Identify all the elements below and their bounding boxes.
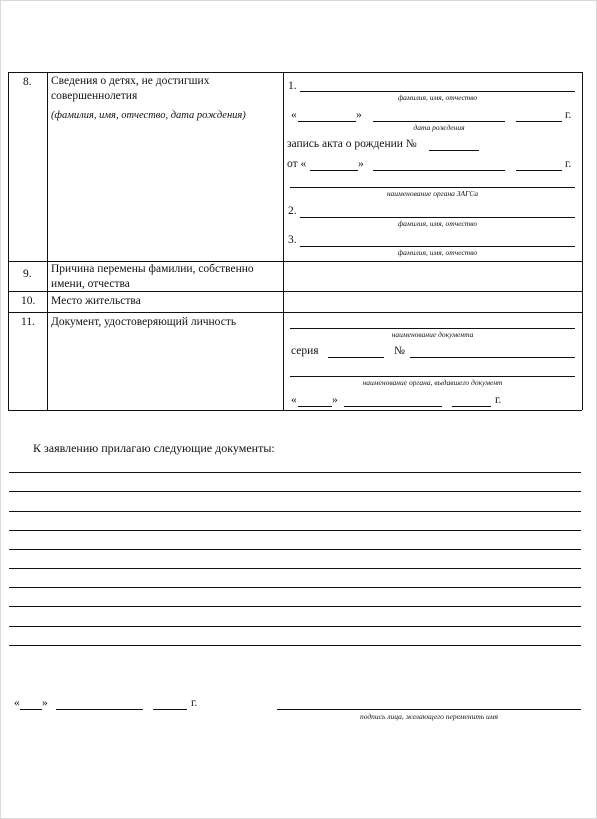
child-name-line — [300, 246, 575, 247]
table-row-divider — [8, 312, 582, 313]
sign-month-line — [56, 709, 143, 710]
child-number: 3. — [288, 234, 297, 246]
attachment-line — [9, 568, 581, 569]
quote-open: « — [291, 109, 297, 121]
record-label: запись акта о рождении № — [287, 138, 417, 150]
quote-close: » — [356, 109, 362, 121]
field-caption: наименование документа — [391, 330, 474, 339]
row-number: 8. — [23, 76, 32, 88]
child-number: 1. — [288, 80, 297, 92]
birth-day-line — [298, 121, 356, 122]
sign-year-line — [153, 709, 187, 710]
attachment-line — [9, 511, 581, 512]
row-label: Место жительства — [51, 295, 141, 307]
issuer-name-line — [290, 376, 575, 377]
year-mark: г. — [565, 109, 572, 121]
attachment-line — [9, 491, 581, 492]
row-label: Документ, удостоверяющий личность — [51, 316, 237, 328]
field-caption: фамилия, имя, отчество — [397, 248, 478, 257]
attachment-line — [9, 645, 581, 646]
attachment-line — [9, 472, 581, 473]
quote-open: « — [291, 394, 297, 406]
year-mark: г. — [191, 697, 198, 709]
attachments-title: К заявлению прилагаю следующие документы: — [33, 441, 275, 455]
record-month-line — [373, 170, 505, 171]
quote-open: « — [14, 697, 20, 709]
field-caption: дата рождения — [413, 123, 465, 132]
row-label: Сведения о детях, не достигших совершеннолетия — [51, 75, 210, 102]
record-year-line — [516, 170, 562, 171]
document-number-line — [410, 357, 575, 358]
attachment-line — [9, 626, 581, 627]
birth-month-line — [373, 121, 505, 122]
table-border-left — [8, 72, 9, 410]
child-number: 2. — [288, 205, 297, 217]
child-name-line — [300, 91, 575, 92]
number-label: № — [394, 345, 405, 357]
signature-line — [277, 709, 581, 710]
field-caption: фамилия, имя, отчество — [397, 93, 478, 102]
row-label: Причина перемены фамилии, собственно имени, отчества — [51, 263, 254, 290]
record-number-line — [429, 150, 479, 151]
row-hint: (фамилия, имя, отчество, дата рождения) — [51, 110, 246, 121]
table-border-bottom — [8, 410, 582, 411]
record-day-line — [310, 170, 358, 171]
field-caption: фамилия, имя, отчество — [397, 219, 478, 228]
series-line — [328, 357, 384, 358]
issue-year-line — [452, 406, 491, 407]
year-mark: г. — [565, 158, 572, 170]
series-label: серия — [291, 345, 319, 357]
zags-name-line — [290, 187, 575, 188]
sign-day-line — [20, 709, 42, 710]
row-number: 9. — [23, 268, 32, 280]
signature-caption: подпись лица, желающего переменить имя — [359, 712, 499, 721]
row-number: 11. — [21, 316, 35, 328]
table-column-divider — [47, 72, 48, 410]
issue-day-line — [298, 406, 332, 407]
issue-month-line — [344, 406, 442, 407]
child-name-line — [300, 217, 575, 218]
table-border-right — [582, 72, 583, 410]
attachment-line — [9, 587, 581, 588]
attachment-line — [9, 530, 581, 531]
record-date-open: от « — [287, 158, 307, 170]
field-caption: наименование органа ЗАГСа — [386, 189, 479, 198]
birth-year-line — [516, 121, 562, 122]
field-caption: наименование органа, выдавшего документ — [362, 378, 503, 387]
document-name-line — [290, 328, 575, 329]
table-border-top — [8, 72, 582, 73]
table-column-divider — [283, 72, 284, 410]
attachment-line — [9, 549, 581, 550]
quote-close: » — [332, 394, 338, 406]
year-mark: г. — [495, 394, 502, 406]
row-number: 10. — [21, 295, 36, 307]
quote-close: » — [42, 697, 48, 709]
quote-close: » — [358, 158, 364, 170]
attachment-line — [9, 606, 581, 607]
